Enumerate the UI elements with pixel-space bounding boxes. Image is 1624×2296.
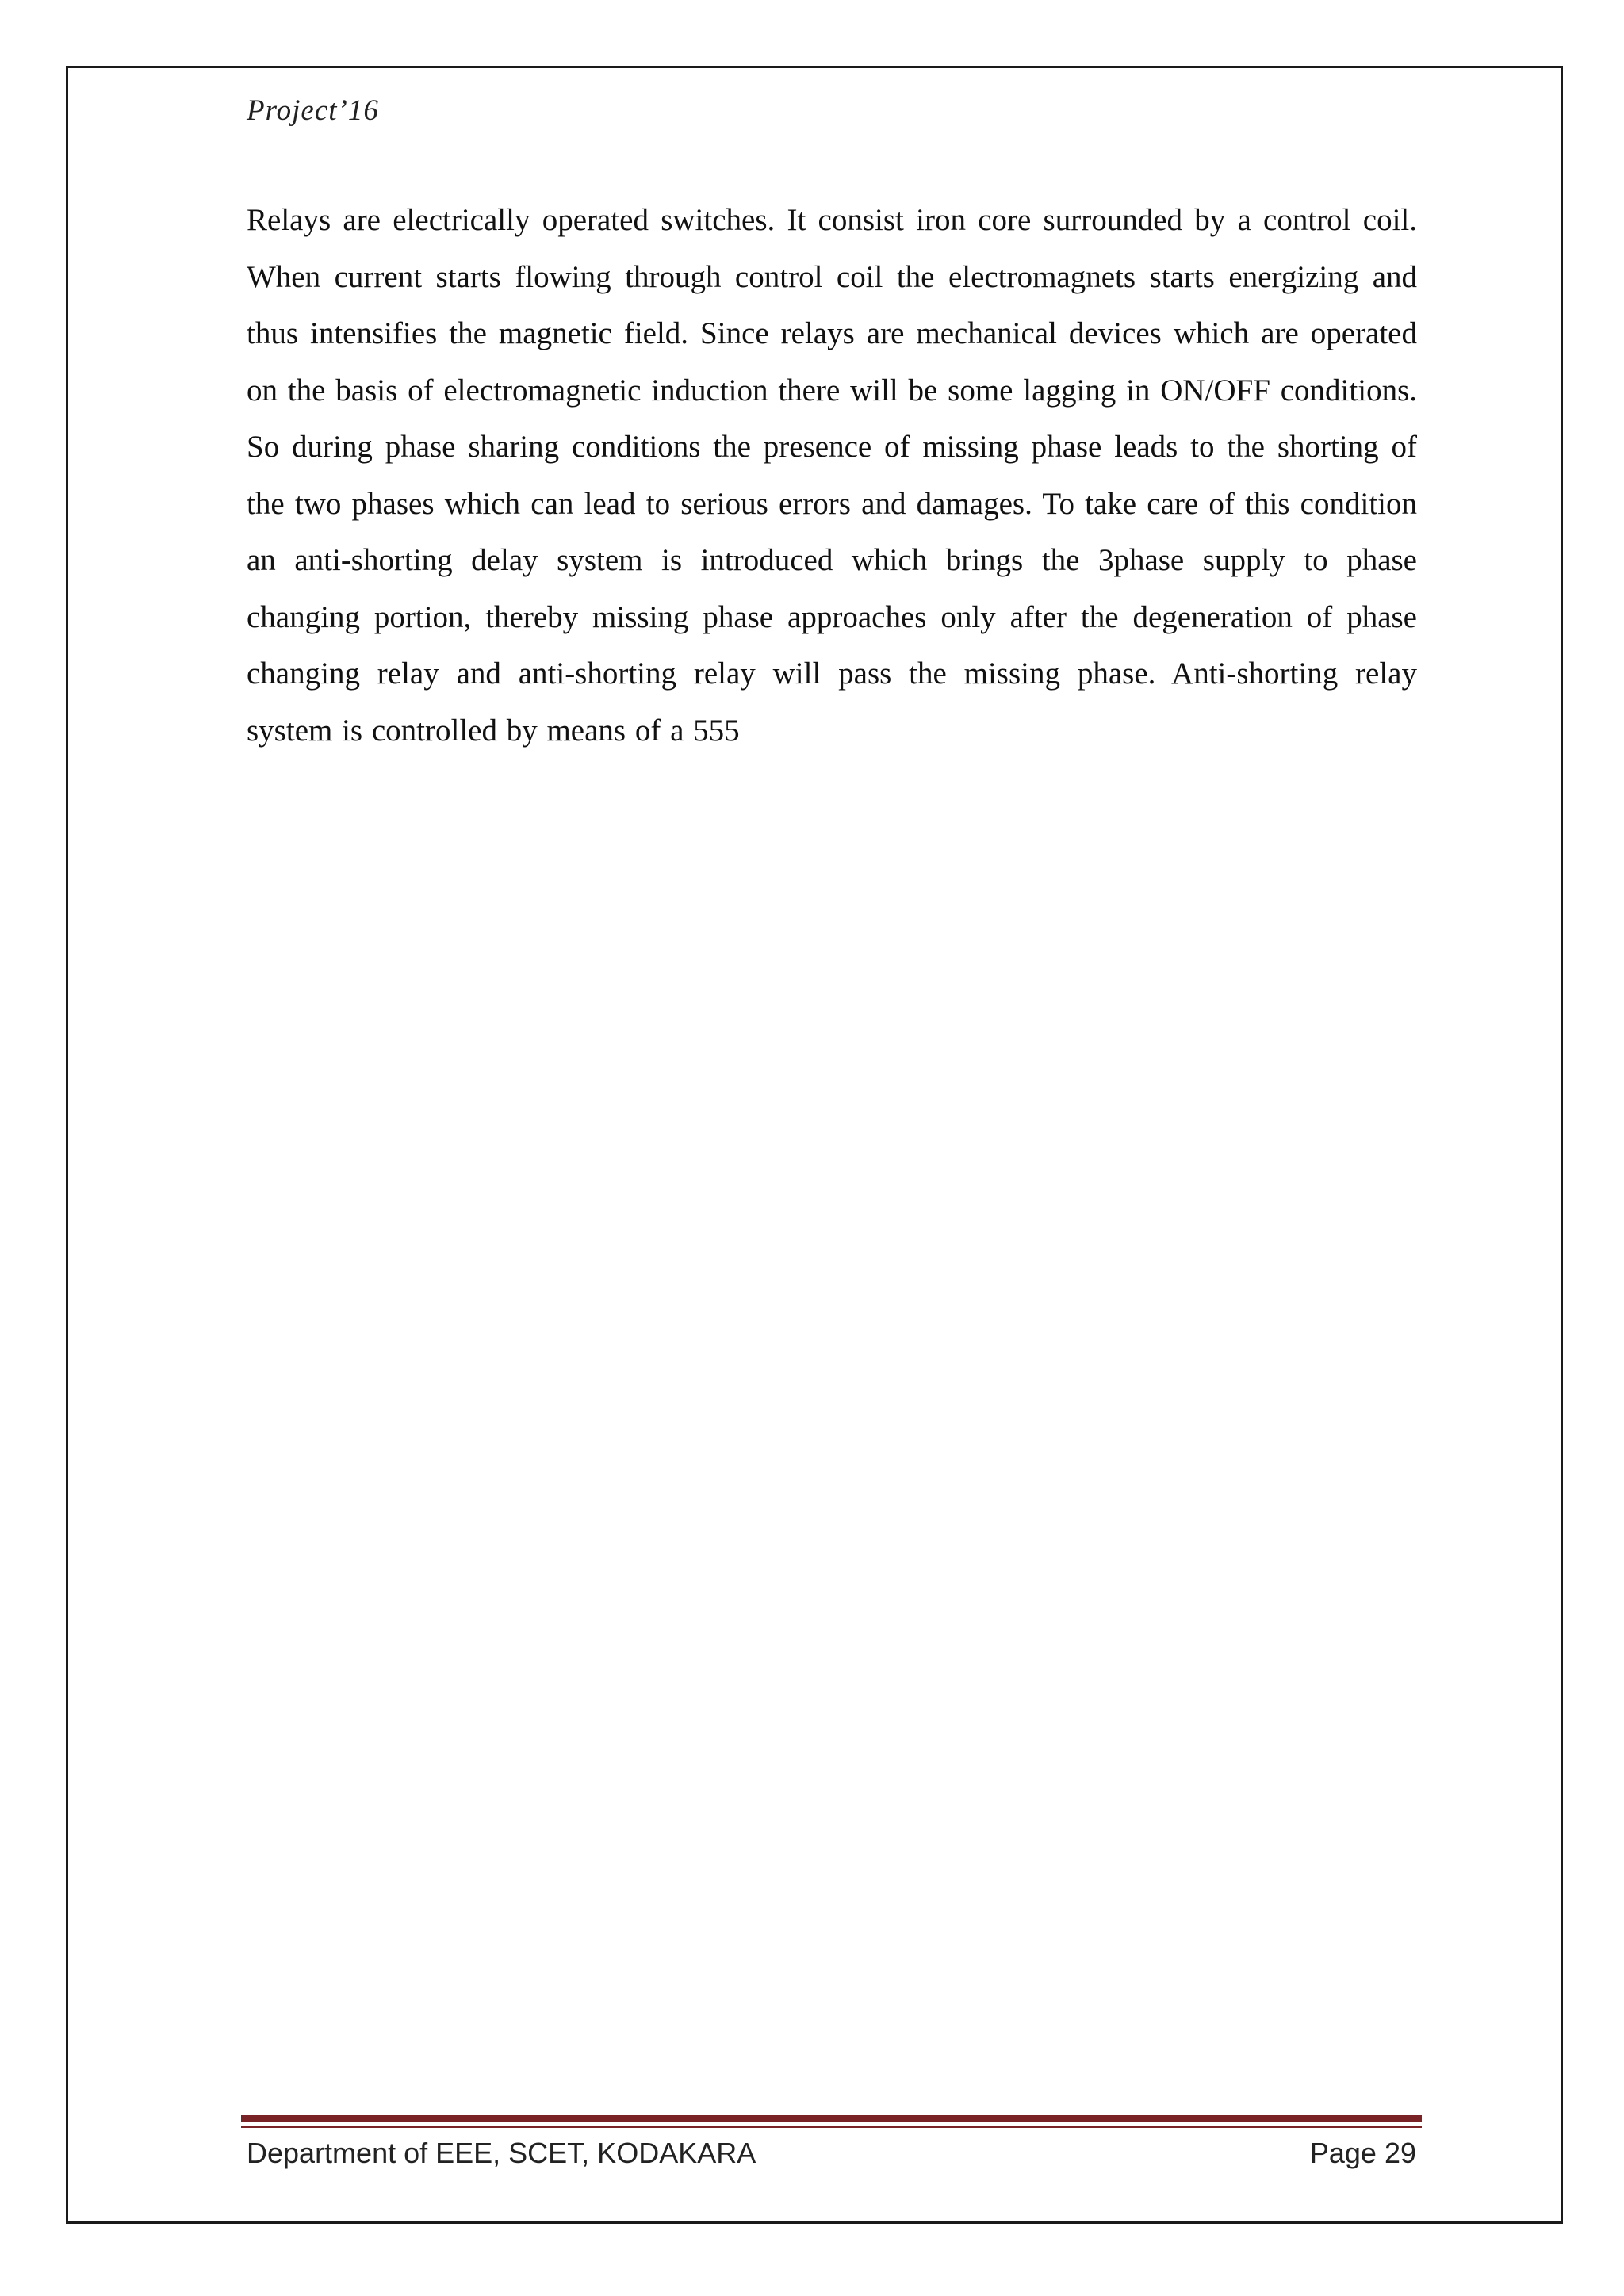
running-header: Project’16: [247, 94, 379, 127]
footer-rule-thin: [241, 2126, 1422, 2128]
footer-rule-thick: [241, 2115, 1422, 2122]
body-paragraph: Relays are electrically operated switches. It consist iron core surrounded by a control coil. When current starts flowing through control coil the electromagnets starts energizing and thus intensifies the magnetic field. Since relays are mechanical devices which are operated on the basis of electromagnetic induction there will be some lagging in ON/OFF conditions. So during phase sharing conditions the presence of missing phase leads to the shorting of the two phases which can lead to serious errors and damages. To take care of this condition an anti-shorting delay system is introduced which brings the 3phase supply to phase changing portion, thereby missing phase approaches only after the degeneration of phase changing relay and anti-shorting relay will pass the missing phase. Anti-shorting relay system is controlled by means of a 555: [247, 203, 1417, 748]
footer-department: Department of EEE, SCET, KODAKARA: [247, 2137, 756, 2169]
page-number: Page 29: [1309, 2137, 1416, 2169]
